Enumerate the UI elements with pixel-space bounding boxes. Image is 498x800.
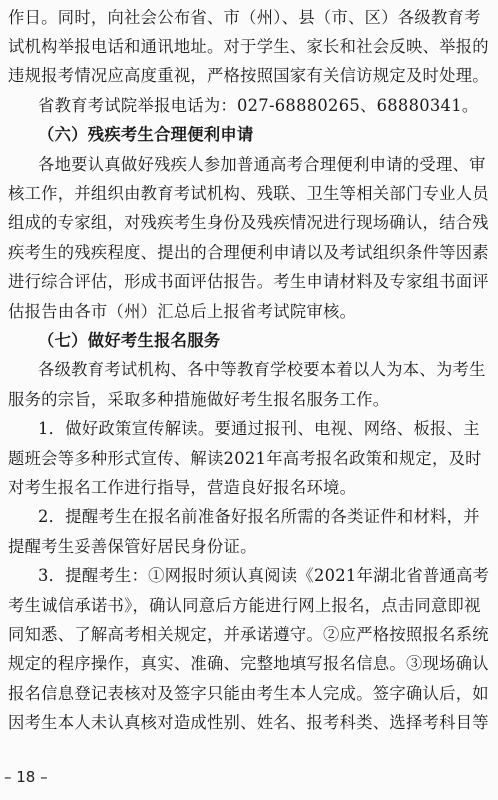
text-line: 题班会等多种形式宣传、解读2021年高考报名政策和规定，及时 <box>8 449 482 468</box>
text-line: 作日。同时，向社会公布省、市（州）、县（市、区）各级教育考 <box>8 8 481 27</box>
text-line: 3．提醒考生：①网报时须认真阅读《2021年湖北省普通高考 <box>38 566 490 585</box>
section-heading: （七）做好考生报名服务 <box>38 331 221 350</box>
section-heading: （六）残疾考生合理便利申请 <box>38 125 254 144</box>
text-line: 疾考生的残疾程度、提出的合理便利申请以及考试组织条件等因素 <box>8 243 489 262</box>
text-line: 对考生报名工作进行指导，营造良好报名环境。 <box>8 478 357 497</box>
text-line: 违规报考情况应高度重视，严格按照国家有关信访规定及时处理。 <box>8 66 489 85</box>
text-line: 因考生本人未认真核对造成性别、姓名、报考科类、选择考科目等 <box>8 713 489 732</box>
text-line: 同知悉、了解高考相关规定，并承诺遵守。②应严格按照报名系统 <box>8 625 489 644</box>
text-line: 2．提醒考生在报名前准备好报名所需的各类证件和材料，并 <box>38 507 480 526</box>
page-number: – 18 – <box>4 768 48 786</box>
text-line: 各级教育考试机构、各中等教育学校要本着以人为本、为考生 <box>38 360 486 379</box>
text-line: 进行综合评估，形成书面评估报告。考生申请材料及专家组书面评 <box>8 272 489 291</box>
text-line: 试机构举报电话和通讯地址。对于学生、家长和社会反映、举报的 <box>8 37 489 56</box>
text-line: 服务的宗旨，采取多种措施做好考生报名服务工作。 <box>8 390 390 409</box>
text-line: 考生诚信承诺书》，确认同意后方能进行网上报名，点击同意即视 <box>8 596 481 615</box>
text-line: 1．做好政策宣传解读。要通过报刊、电视、网络、板报、主 <box>38 419 480 438</box>
text-line: 省教育考试院举报电话为：027-68880265、68880341。 <box>38 96 479 115</box>
text-line: 组成的专家组，对残疾考生身份及残疾情况进行现场确认，结合残 <box>8 213 489 232</box>
text-line: 核工作，并组织由教育考试机构、残联、卫生等相关部门专业人员 <box>8 184 489 203</box>
text-line: 估报告由各市（州）汇总后上报省考试院审核。 <box>8 302 357 321</box>
text-line: 报名信息登记表核对及签字只能由考生本人完成。签字确认后，如 <box>8 684 489 703</box>
text-line: 各地要认真做好残疾人参加普通高考合理便利申请的受理、审 <box>38 155 486 174</box>
text-line: 提醒考生妥善保管好居民身份证。 <box>8 537 257 556</box>
text-line: 规定的程序操作，真实、准确、完整地填写报名信息。③现场确认 <box>8 654 489 673</box>
